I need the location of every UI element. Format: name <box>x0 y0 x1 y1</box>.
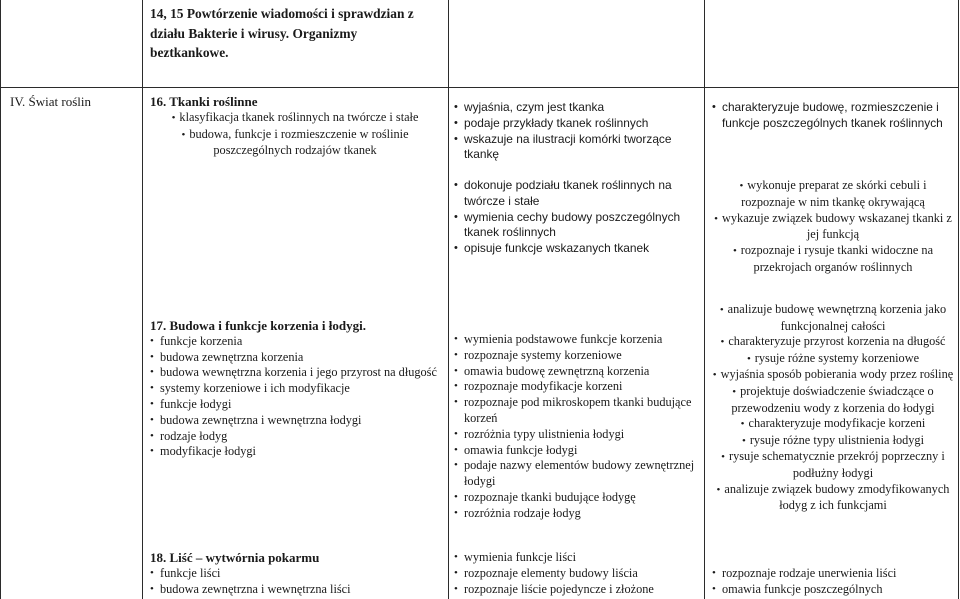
list-item: • funkcje korzenia <box>150 334 440 350</box>
list-item: • projektuje doświadczenie świadczące o przewodzeniu wody z korzenia do łodygi <box>712 384 954 416</box>
list-item: • rodzaje łodyg <box>150 429 440 445</box>
list-item: • wykazuje związek budowy wskazanej tkanki z jej funkcją <box>712 211 954 244</box>
list-item: • funkcje liści <box>150 566 440 582</box>
list-item: • modyfikacje łodygi <box>150 444 440 460</box>
list-item: • rozpoznaje rodzaje unerwienia liści <box>712 566 954 582</box>
list-item: • budowa zewnętrzna i wewnętrzna liści <box>150 582 440 598</box>
section-title: IV. Świat roślin <box>10 94 92 109</box>
lesson-16-extended-a <box>712 100 954 132</box>
list-item: • rozpoznaje liście pojedyncze i złożone <box>454 582 698 598</box>
list-item: • omawia funkcje poszczególnych <box>712 582 954 598</box>
list-item: • rozpoznaje systemy korzeniowe <box>454 348 698 364</box>
list-item: • omawia funkcje łodygi <box>454 443 698 459</box>
lesson-18-basic <box>454 550 698 597</box>
list-item: • podaje przykłady tkanek roślinnych <box>454 116 698 132</box>
lesson-16-basic-b <box>454 178 698 257</box>
list-item: • analizuje budowę wewnętrzną korzenia jako funkcjonalnej całości <box>712 302 954 334</box>
lesson-17-basic <box>454 332 698 522</box>
list-item: • rysuje schematycznie przekrój poprzeczny i podłużny łodygi <box>712 449 954 481</box>
lesson-18-cell <box>150 550 440 597</box>
lesson-18-extended <box>712 566 954 598</box>
list-item: • budowa, funkcje i rozmieszczenie w roślinie poszczególnych rodzajów tkanek <box>150 127 440 160</box>
list-item: • opisuje funkcje wskazanych tkanek <box>454 241 698 257</box>
list-item: • rozpoznaje modyfikacje korzeni <box>454 379 698 395</box>
lesson-17-title: 17. Budowa i funkcje korzenia i łodygi. <box>150 318 366 333</box>
list-item: • wymienia cechy budowy poszczególnych tkanek roślinnych <box>454 210 698 242</box>
list-item: • analizuje związek budowy zmodyfikowanych łodyg z ich funkcjami <box>712 482 954 514</box>
lesson-16-extended-b <box>712 178 954 276</box>
list-item: • klasyfikacja tkanek roślinnych na twórcze i stałe <box>150 110 440 127</box>
list-item: • funkcje łodygi <box>150 397 440 413</box>
lesson-14-15-title: 14, 15 Powtórzenie wiadomości i sprawdzian z działu Bakterie i wirusy. Organizmy beztkankowe. <box>150 6 414 60</box>
column-divider-2 <box>448 0 449 599</box>
lesson-16-title: 16. Tkanki roślinne <box>150 94 258 109</box>
table-border-left <box>0 0 1 599</box>
list-item: • charakteryzuje przyrost korzenia na długość <box>712 334 954 351</box>
list-item: • rysuje różne typy ulistnienia łodygi <box>712 433 954 450</box>
list-item: • rozpoznaje i rysuje tkanki widoczne na przekrojach organów roślinnych <box>712 243 954 276</box>
lesson-17-cell <box>150 318 440 460</box>
list-item: • wyjaśnia, czym jest tkanka <box>454 100 698 116</box>
list-item: • wyjaśnia sposób pobierania wody przez roślinę <box>712 367 954 384</box>
list-item: • systemy korzeniowe i ich modyfikacje <box>150 381 440 397</box>
list-item: • budowa zewnętrzna i wewnętrzna łodygi <box>150 413 440 429</box>
lesson-17-topics <box>150 334 440 460</box>
lesson-18-title: 18. Liść – wytwórnia pokarmu <box>150 550 320 565</box>
list-item: • charakteryzuje budowę, rozmieszczenie i funkcje poszczególnych tkanek roślinnych <box>712 100 954 132</box>
list-item: • charakteryzuje modyfikacje korzeni <box>712 416 954 433</box>
list-item: • budowa wewnętrzna korzenia i jego przyrost na długość <box>150 365 440 381</box>
lesson-17-extended <box>712 302 954 514</box>
row-divider <box>0 87 959 88</box>
lesson-16-cell <box>150 94 440 159</box>
list-item: • rozpoznaje tkanki budujące łodygę <box>454 490 698 506</box>
list-item: • omawia budowę zewnętrzną korzenia <box>454 364 698 380</box>
list-item: • rozpoznaje pod mikroskopem tkanki budujące korzeń <box>454 395 698 427</box>
column-divider-1 <box>142 0 143 599</box>
list-item: • podaje nazwy elementów budowy zewnętrznej łodygi <box>454 458 698 490</box>
list-item: • wskazuje na ilustracji komórki tworzące tkankę <box>454 132 698 164</box>
column-divider-3 <box>704 0 705 599</box>
lesson-18-topics <box>150 566 440 598</box>
lesson-16-basic-a <box>454 100 698 163</box>
list-item: • wymienia podstawowe funkcje korzenia <box>454 332 698 348</box>
list-item: • rozpoznaje elementy budowy liścia <box>454 566 698 582</box>
list-item: • rozróżnia typy ulistnienia łodygi <box>454 427 698 443</box>
list-item: • rozróżnia rodzaje łodyg <box>454 506 698 522</box>
lesson-16-topics <box>150 110 440 159</box>
list-item: • wymienia funkcje liści <box>454 550 698 566</box>
list-item: • wykonuje preparat ze skórki cebuli i rozpoznaje w nim tkankę okrywającą <box>712 178 954 211</box>
list-item: • dokonuje podziału tkanek roślinnych na twórcze i stałe <box>454 178 698 210</box>
table-border-right <box>958 0 959 599</box>
list-item: • budowa zewnętrzna korzenia <box>150 350 440 366</box>
list-item: • rysuje różne systemy korzeniowe <box>712 351 954 368</box>
